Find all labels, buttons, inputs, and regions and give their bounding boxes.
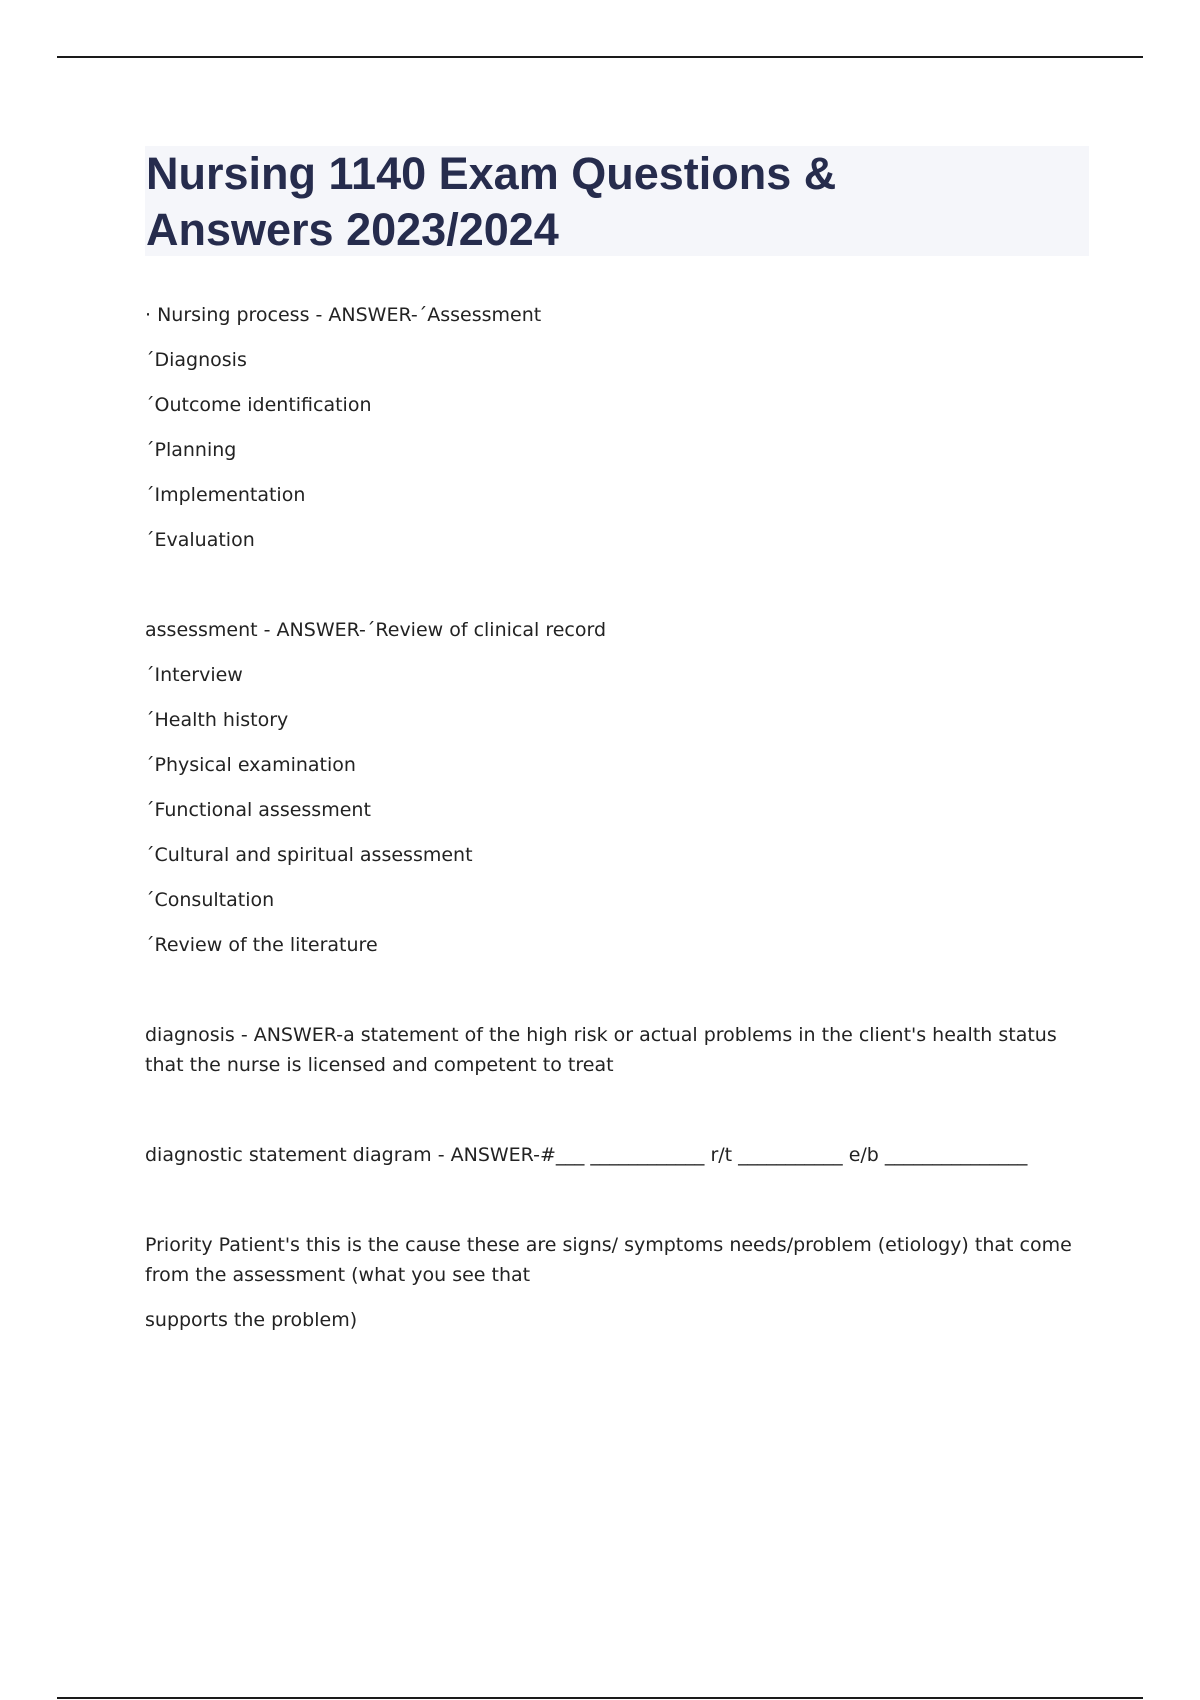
answer-item: ´Interview <box>145 664 243 686</box>
answer-item: ´Functional assessment <box>145 799 371 821</box>
answer-item: ´Implementation <box>145 484 306 506</box>
qa-block-priority <box>145 1230 1085 1335</box>
qa-question-line: assessment - ANSWER-´Review of clinical record <box>145 619 607 641</box>
header-rule <box>57 56 1143 58</box>
footer-rule <box>57 1697 1143 1699</box>
qa-block-assessment <box>145 615 1085 960</box>
title-banner <box>145 146 1089 256</box>
answer-item: ´Diagnosis <box>145 349 247 371</box>
answer-item: ´Consultation <box>145 889 275 911</box>
qa-question-line: diagnostic statement diagram - ANSWER-#___ ____________ r/t ___________ e/b _______________ <box>145 1144 1028 1166</box>
qa-question-line: · Nursing process - ANSWER-´Assessment <box>145 304 542 326</box>
title-line-1: Nursing 1140 Exam Questions & <box>146 148 837 199</box>
answer-item: ´Evaluation <box>145 529 255 551</box>
qa-text-line: Priority Patient's this is the cause these are signs/ symptoms needs/problem (etiology) that come from the assessment (what you see that <box>145 1234 1078 1286</box>
answer-item: ´Review of the literature <box>145 934 378 956</box>
title-line-2: Answers 2023/2024 <box>146 204 559 255</box>
qa-block-diagnostic-statement <box>145 1140 1085 1170</box>
qa-block-diagnosis <box>145 1020 1085 1080</box>
qa-question-line: diagnosis - ANSWER-a statement of the high risk or actual problems in the client's health status that the nurse is licensed and competent to treat <box>145 1024 1063 1076</box>
answer-item: ´Planning <box>145 439 237 461</box>
answer-item: ´Outcome identification <box>145 394 372 416</box>
document-body <box>145 300 1085 1395</box>
answer-item: ´Health history <box>145 709 289 731</box>
page-title <box>145 146 1089 258</box>
qa-block-nursing-process <box>145 300 1085 555</box>
answer-item: ´Physical examination <box>145 754 356 776</box>
qa-text-line: supports the problem) <box>145 1309 358 1331</box>
answer-item: ´Cultural and spiritual assessment <box>145 844 473 866</box>
